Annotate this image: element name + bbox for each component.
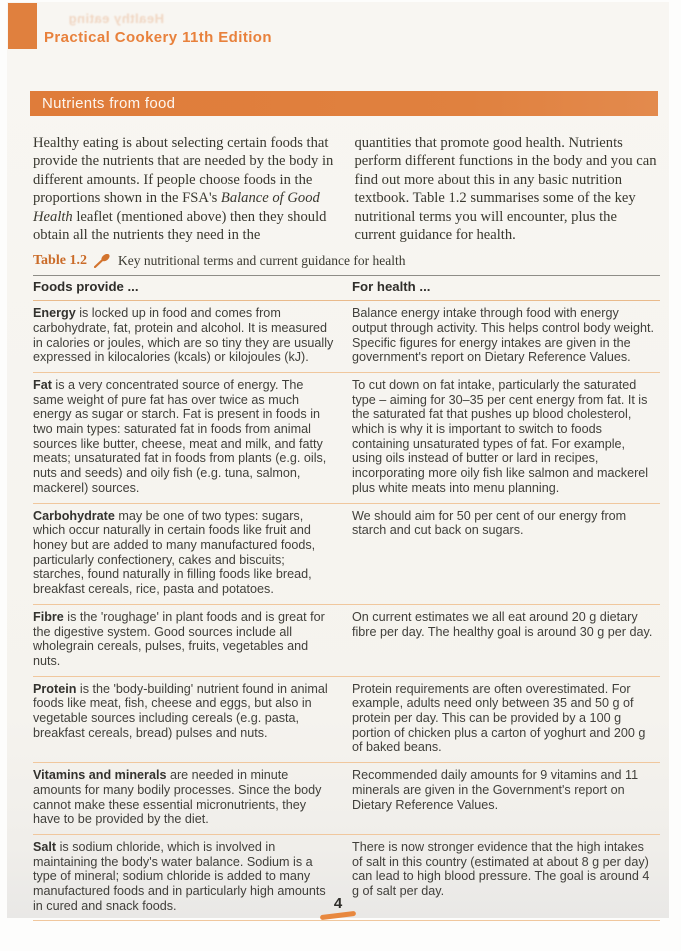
health-cell <box>352 509 660 597</box>
health-text: To cut down on fat intake, particularly the saturated type – aiming for 30–35 per cent energy from fat. It is the saturated fat that pushes up blood cholesterol, which is why it is important to switch to foods containing unsaturated types of fat. For example, using oils instead of butter or lard in recipes, incorporating more oily fish like salmon and mackerel plus white meats into menu planning. <box>352 377 649 495</box>
leaflet-title-italic: Balance of Good Health <box>33 190 320 225</box>
section-banner-label: Nutrients from food <box>42 95 176 112</box>
health-text: We should aim for 50 per cent of our energy from starch and cut back on sugars. <box>352 508 627 538</box>
nutrient-term: Carbohydrate <box>33 508 115 523</box>
nutrient-term: Vitamins and minerals <box>33 768 167 783</box>
scanned-book-page <box>7 2 669 918</box>
intro-left-column <box>33 134 339 244</box>
table-row-carbohydrate <box>33 504 660 605</box>
table-caption-label: Table 1.2 <box>33 253 87 269</box>
table-row-vitamins-minerals <box>33 763 660 835</box>
bleed-through-text: Healthy eating <box>68 11 164 26</box>
foods-cell <box>33 378 340 496</box>
table-row-fat <box>33 373 660 504</box>
foods-cell <box>33 682 340 756</box>
intro-right-column <box>355 134 661 244</box>
foods-text: are needed in minute amounts for many bodily processes. Since the body cannot make these essential micronutrients, they have to be provided by the diet. <box>33 768 322 827</box>
foods-cell <box>33 610 340 669</box>
foods-text: is the 'roughage' in plant foods and is great for the digestive system. Good sources include all wholegrain cereals, pulses, fruits, vegetables and nuts. <box>33 609 325 668</box>
table-row-protein <box>33 677 660 764</box>
nutrient-term: Energy <box>33 306 76 321</box>
intro-paragraphs <box>33 134 660 244</box>
nutrient-term: Protein <box>33 681 77 696</box>
foods-text: is the 'body-building' nutrient found in animal foods like meat, fish, cheese and eggs, but also in vegetable sources including cereals (e.g. pasta, breakfast cereals, bread) pulses and nuts. <box>33 681 328 740</box>
health-cell <box>352 378 660 496</box>
corner-square-decoration <box>8 3 37 49</box>
table-caption-text: Key nutritional terms and current guidance for health <box>117 253 406 269</box>
table-row-fibre <box>33 605 660 677</box>
foods-cell <box>33 509 340 597</box>
page-number: 4 <box>333 895 343 912</box>
table-header-row <box>33 276 660 301</box>
health-cell <box>352 610 660 669</box>
health-cell <box>352 682 660 756</box>
foods-text: is sodium chloride, which is involved in maintaining the body's water balance. Sodium is a type of mineral; sodium chloride is added to many manufactured foods and in particularly high amounts in cured and snack foods. <box>33 839 326 913</box>
health-cell <box>352 768 660 827</box>
nutrition-table <box>33 275 660 921</box>
foods-text: may be one of two types: sugars, which occur naturally in certain foods like fruit and honey but are added to many manufactured foods, particularly confectionery, cakes and biscuits; starches, found naturally in filling foods like bread, breakfast cereals, rice, pasta and potatoes. <box>33 508 316 597</box>
health-text: Protein requirements are often overestimated. For example, adults need only between 35 and 50 g of protein per day. This can be provided by a 100 g portion of chicken plus a carton of yoghurt and 200 g of baked beans. <box>352 681 646 755</box>
table-caption <box>33 253 660 269</box>
page-footer <box>7 895 669 918</box>
foods-text: is locked up in food and comes from carbohydrate, fat, protein and alcohol. It is measured in calories or joules, which are so tiny they are usually expressed in kilocalories (kcals) or kilojoules (kJ). <box>33 306 334 365</box>
health-text: Recommended daily amounts for 9 vitamins and 11 minerals are given in the Government's report on Dietary Reference Values. <box>352 768 639 812</box>
intro-right-text: quantities that promote good health. Nutrients perform different functions in the body and you can find out more about this in any basic nutrition textbook. Table 1.2 summarises some of the key nutritional terms you will encounter, plus the current guidance for health. <box>354 135 657 244</box>
foods-cell <box>33 306 340 365</box>
foods-cell <box>33 768 340 827</box>
health-cell <box>352 306 660 365</box>
nutrient-term: Fat <box>33 377 52 392</box>
nutrient-term: Salt <box>33 839 57 854</box>
foods-text: is a very concentrated source of energy. The same weight of pure fat has over twice as much energy as sugar or starch. Fat is present in foods in two main types: saturated fat in foods from animal sources like butter, cheese, meat and milk, and fatty meats; unsaturated fat in foods from plants (e.g. oils, nuts and seeds) and oily fish (e.g. tuna, salmon, mackerel) sources. <box>33 377 327 495</box>
book-title: Practical Cookery 11th Edition <box>44 29 272 46</box>
spoon-icon <box>94 254 111 268</box>
table-row-energy <box>33 301 660 373</box>
health-text: On current estimates we all eat around 20 g dietary fibre per day. The healthy goal is around 30 g per day. <box>352 609 653 639</box>
nutrient-term: Fibre <box>33 609 64 624</box>
for-health-header: For health ... <box>352 279 431 295</box>
section-banner <box>30 91 658 116</box>
health-text: Balance energy intake through food with energy output through activity. This helps control body weight. Specific figures for energy intakes are given in the government's report on Dietary Reference Values. <box>352 306 654 365</box>
intro-left-text: Healthy eating is about selecting certain foods that provide the nutrients that are needed by the body in different amounts. If people choose foods in the proportions shown in the FSA's <box>33 135 334 207</box>
intro-left-text-after: leaflet (mentioned above) then they should obtain all the nutrients they need in the <box>33 208 327 244</box>
health-text: There is now stronger evidence that the high intakes of salt in this country (estimated at about 8 g per day) can lead to high blood pressure. The goal is around 4 g of salt per day. <box>352 839 650 899</box>
foods-provide-header: Foods provide ... <box>33 279 139 295</box>
